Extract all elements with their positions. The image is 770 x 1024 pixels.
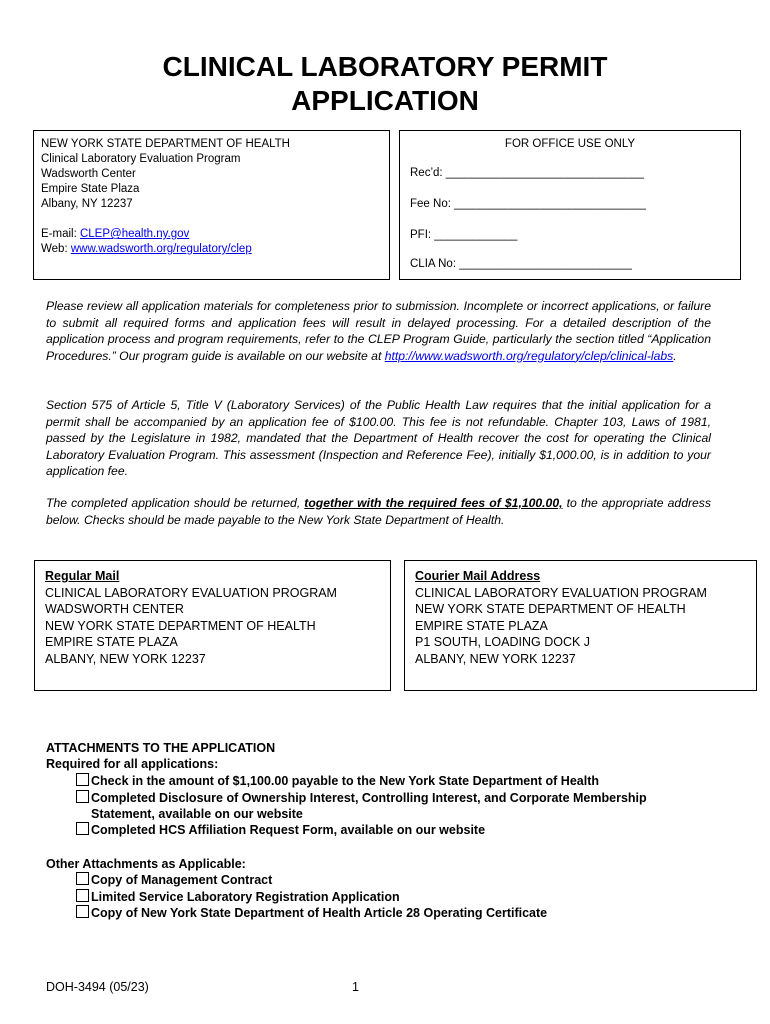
web-label: Web:	[41, 243, 71, 255]
office-use-box	[399, 130, 741, 280]
address-line: NEW YORK STATE DEPARTMENT OF HEALTH	[415, 602, 686, 616]
instructions-paragraph	[46, 298, 711, 364]
city-line: Albany, NY 12237	[41, 198, 133, 210]
address-line: CLINICAL LABORATORY EVALUATION PROGRAM	[45, 585, 337, 600]
checkbox[interactable]	[76, 905, 89, 918]
courier-mail-heading: Courier Mail Address	[415, 569, 541, 583]
page-number: 1	[352, 980, 359, 994]
checkbox[interactable]	[76, 773, 89, 786]
address-line: EMPIRE STATE PLAZA	[415, 618, 548, 633]
required-item-label: Check in the amount of $1,100.00 payable to the New York State Department of Health	[91, 774, 600, 788]
checkbox[interactable]	[76, 822, 89, 835]
web-row	[41, 242, 382, 257]
instructions-period: .	[673, 348, 677, 363]
return-text-start: The completed application should be returned,	[46, 496, 305, 510]
checkbox[interactable]	[76, 790, 89, 803]
return-paragraph	[46, 495, 711, 528]
recd-field[interactable]: Rec’d: _______________________________	[410, 167, 645, 179]
other-item-label: Copy of Management Contract	[91, 873, 273, 887]
pfi-field[interactable]: PFI: _____________	[410, 229, 518, 241]
plaza-line: Empire State Plaza	[41, 183, 140, 195]
page-title-line2: APPLICATION	[291, 85, 479, 116]
office-use-heading: FOR OFFICE USE ONLY	[504, 138, 636, 150]
required-heading: Required for all applications:	[46, 757, 219, 771]
address-line: WADSWORTH CENTER	[45, 602, 184, 616]
address-line: P1 SOUTH, LOADING DOCK J	[415, 635, 591, 649]
page-title: CLINICAL LABORATORY PERMIT	[162, 51, 608, 82]
address-line: EMPIRE STATE PLAZA	[45, 635, 178, 649]
other-heading: Other Attachments as Applicable:	[46, 857, 246, 871]
regular-mail-heading: Regular Mail	[45, 569, 120, 583]
attachments-heading: ATTACHMENTS TO THE APPLICATION	[46, 741, 276, 755]
other-item-label: Limited Service Laboratory Registration Application	[91, 890, 400, 904]
other-item-label: Copy of New York State Department of Health Article 28 Operating Certificate	[91, 906, 548, 920]
required-item	[76, 822, 485, 839]
return-text-end: to the appropriate address below. Checks should be made payable to the New York State Department of Health.	[46, 496, 711, 527]
required-item-continuation: Statement, available on our website	[91, 807, 303, 821]
required-item-label: Completed HCS Affiliation Request Form, available on our website	[91, 823, 486, 837]
clia-no-field[interactable]: CLIA No: ___________________________	[410, 258, 632, 270]
form-code: DOH-3494 (05/23)	[46, 980, 149, 994]
required-fees-text: together with the required fees of $1,100.00,	[304, 496, 563, 510]
checkbox[interactable]	[76, 872, 89, 885]
courier-mail-box	[404, 560, 757, 691]
other-item	[76, 905, 547, 922]
department-name: NEW YORK STATE DEPARTMENT OF HEALTH	[41, 138, 290, 150]
web-link[interactable]: www.wadsworth.org/regulatory/clep	[70, 243, 252, 255]
email-row	[41, 227, 382, 242]
regular-mail-box	[34, 560, 391, 691]
clinical-labs-link[interactable]: http://www.wadsworth.org/regulatory/clep/clinical-labs	[384, 348, 674, 363]
fee-no-field[interactable]: Fee No: ______________________________	[410, 198, 646, 210]
address-line: ALBANY, NEW YORK 12237	[45, 651, 206, 666]
required-item-label: Completed Disclosure of Ownership Interest, Controlling Interest, and Corporate Membership	[91, 791, 647, 805]
checkbox[interactable]	[76, 889, 89, 902]
address-line: NEW YORK STATE DEPARTMENT OF HEALTH	[45, 618, 316, 633]
other-item	[76, 889, 400, 906]
email-label: E-mail:	[41, 228, 80, 240]
address-line: CLINICAL LABORATORY EVALUATION PROGRAM	[415, 585, 707, 600]
program-name: Clinical Laboratory Evaluation Program	[41, 153, 241, 165]
required-item	[76, 790, 647, 807]
address-line: ALBANY, NEW YORK 12237	[415, 651, 576, 666]
other-item	[76, 872, 272, 889]
department-address-box	[33, 130, 390, 280]
required-item	[76, 773, 599, 790]
instructions-text: Please review all application materials for completeness prior to submission. Incomplete or incorrect applications, or failure to submit all required forms and application fees will result in delayed processing. For a detailed description of the application process and program requirements, refer to the CLEP Program Guide, particularly the section titled “Application Procedures.” Our program guide is available on our website at	[46, 299, 711, 363]
fee-law-paragraph: Section 575 of Article 5, Title V (Laboratory Services) of the Public Health Law requires that the initial application for a permit shall be accompanied by an application fee of $100.00. This fee is not refundable. Chapter 103, Laws of 1981, passed by the Legislature in 1982, mandated that the Department of Health recover the cost for operating the Clinical Laboratory Evaluation Program. This assessment (Inspection and Reference Fee), initially $1,000.00, is in addition to your application fee.	[46, 398, 711, 478]
center-name: Wadsworth Center	[41, 168, 136, 180]
email-link[interactable]: CLEP@health.ny.gov	[79, 228, 190, 240]
